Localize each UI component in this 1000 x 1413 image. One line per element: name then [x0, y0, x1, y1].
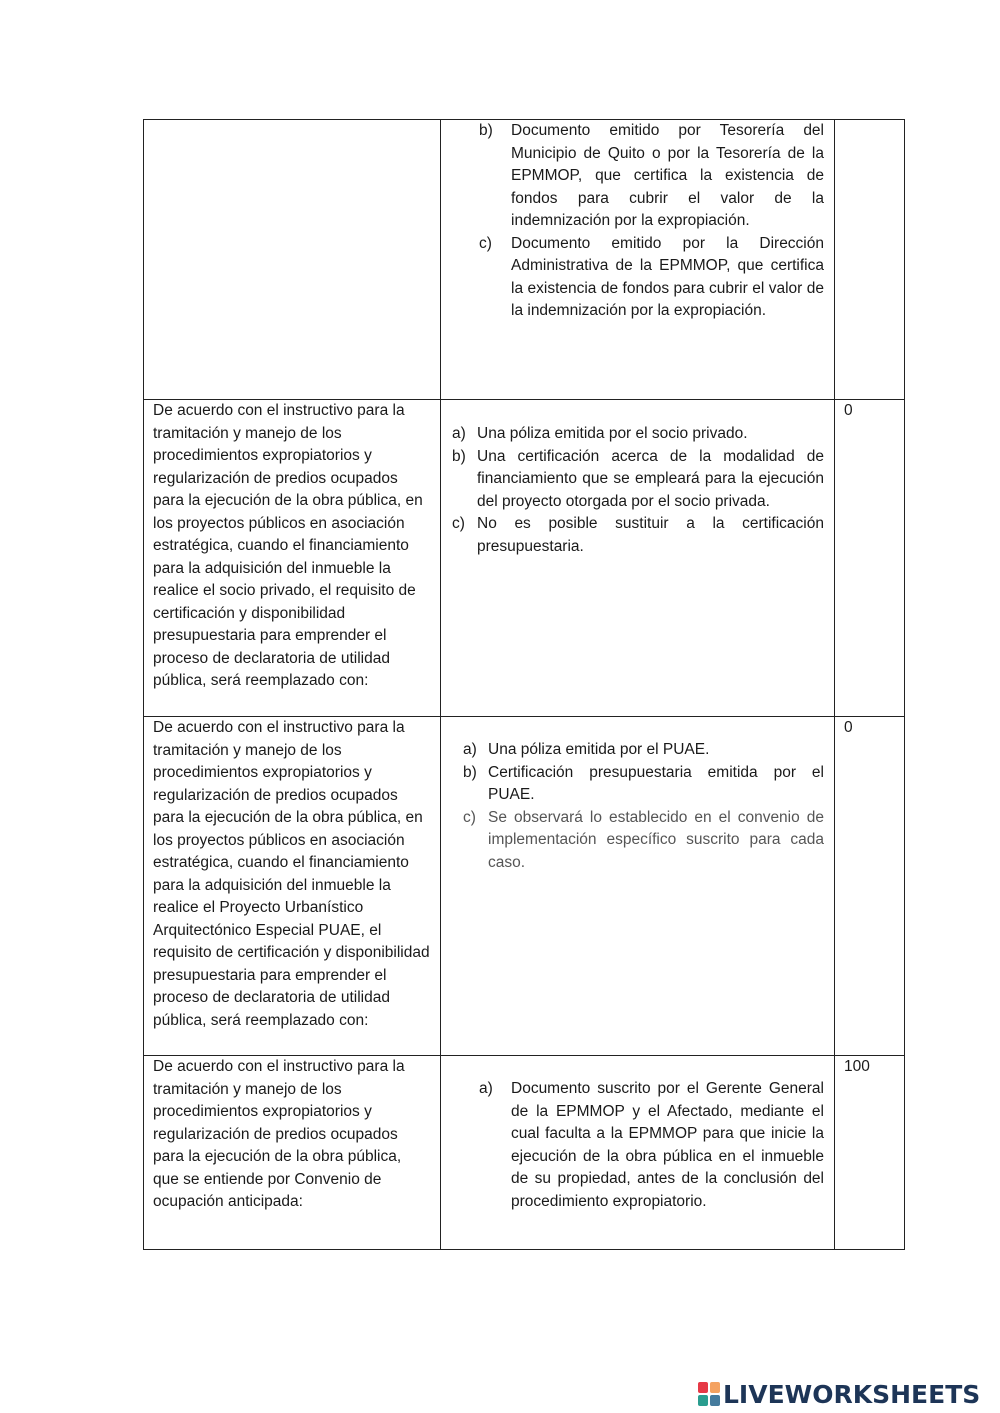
table-row: [144, 1056, 905, 1250]
score-cell: [835, 717, 905, 1056]
option-a[interactable]: a) Documento suscrito por el Gerente General de la EPMMOP y el Afectado, mediante el cual faculta a la EPMMOP para que inicie la ejecución de la obra pública en el inmueble de su propiedad, antes de la conclusión del procedimiento expropiatorio.: [479, 1080, 824, 1210]
logo-text: LIVEWORKSHEETS: [723, 1379, 981, 1409]
options-list: [441, 1078, 834, 1213]
score-cell: [835, 400, 905, 717]
option-b[interactable]: b) Certificación presupuestaria emitida por el PUAE.: [463, 763, 824, 803]
question-text: De acuerdo con el instructivo para la tramitación y manejo de los procedimientos expropiatorios y regularización de predios ocupados para la ejecución de la obra pública, en los proyectos públicos en asociación estratégica, cuando el financiamiento para la adquisición del inmueble la realice el socio privado, el requisito de certificación y disponibilidad presupuestaria para emprender el proceso de declaratoria de utilidad pública, será reemplazado con:: [153, 402, 423, 689]
option-a[interactable]: a) Una póliza emitida por el PUAE.: [463, 741, 710, 758]
options-list: [441, 120, 834, 323]
question-text: De acuerdo con el instructivo para la tramitación y manejo de los procedimientos expropiatorios y regularización de predios ocupados para la ejecución de la obra pública, que se entiende por Convenio de ocupación anticipada:: [153, 1058, 405, 1210]
score-cell: [835, 1056, 905, 1250]
options-cell: [441, 717, 835, 1056]
question-cell: [144, 1056, 441, 1250]
options-cell: [441, 1056, 835, 1250]
options-list: [441, 423, 834, 558]
question-table: [143, 119, 905, 1250]
option-b[interactable]: b) Una certificación acerca de la modalidad de financiamiento que se empleará para la ejecución del proyecto otorgada por el socio privada.: [452, 447, 824, 510]
score-value: 0: [844, 719, 853, 736]
liveworksheets-logo: [698, 1378, 980, 1410]
table-row: [144, 120, 905, 400]
options-list: [441, 739, 834, 874]
score-cell: [835, 120, 905, 400]
table-row: [144, 717, 905, 1056]
score-value: 0: [844, 402, 853, 419]
option-c[interactable]: c) Se observará lo establecido en el convenio de implementación específico suscrito para cada caso.: [463, 808, 824, 871]
score-value: 100: [844, 1058, 870, 1075]
question-cell: [144, 400, 441, 717]
option-a[interactable]: a) Una póliza emitida por el socio privado.: [452, 425, 748, 442]
question-text: De acuerdo con el instructivo para la tramitación y manejo de los procedimientos expropiatorios y regularización de predios ocupados para la ejecución de la obra pública, en los proyectos públicos en asociación estratégica, cuando el financiamiento para la adquisición del inmueble la realice el Proyecto Urbanístico Arquitectónico Especial PUAE, el requisito de certificación y disponibilidad presupuestaria para emprender el proceso de declaratoria de utilidad pública, será reemplazado con:: [153, 719, 430, 1029]
options-cell: [441, 120, 835, 400]
logo-mark-icon: [698, 1382, 720, 1406]
option-c[interactable]: c) Documento emitido por la Dirección Administrativa de la EPMMOP, que certifica la existencia de fondos para cubrir el valor de la indemnización por la expropiación.: [479, 234, 824, 319]
options-cell: [441, 400, 835, 717]
question-cell: [144, 717, 441, 1056]
question-cell: [144, 120, 441, 400]
option-b[interactable]: b) Documento emitido por Tesorería del Municipio de Quito o por la Tesorería de la EPMMOP, que certifica la existencia de fondos para cubrir el valor de la indemnización por la expropiación.: [479, 122, 824, 229]
option-c[interactable]: c) No es posible sustituir a la certificación presupuestaria.: [452, 515, 824, 555]
table-row: [144, 400, 905, 717]
